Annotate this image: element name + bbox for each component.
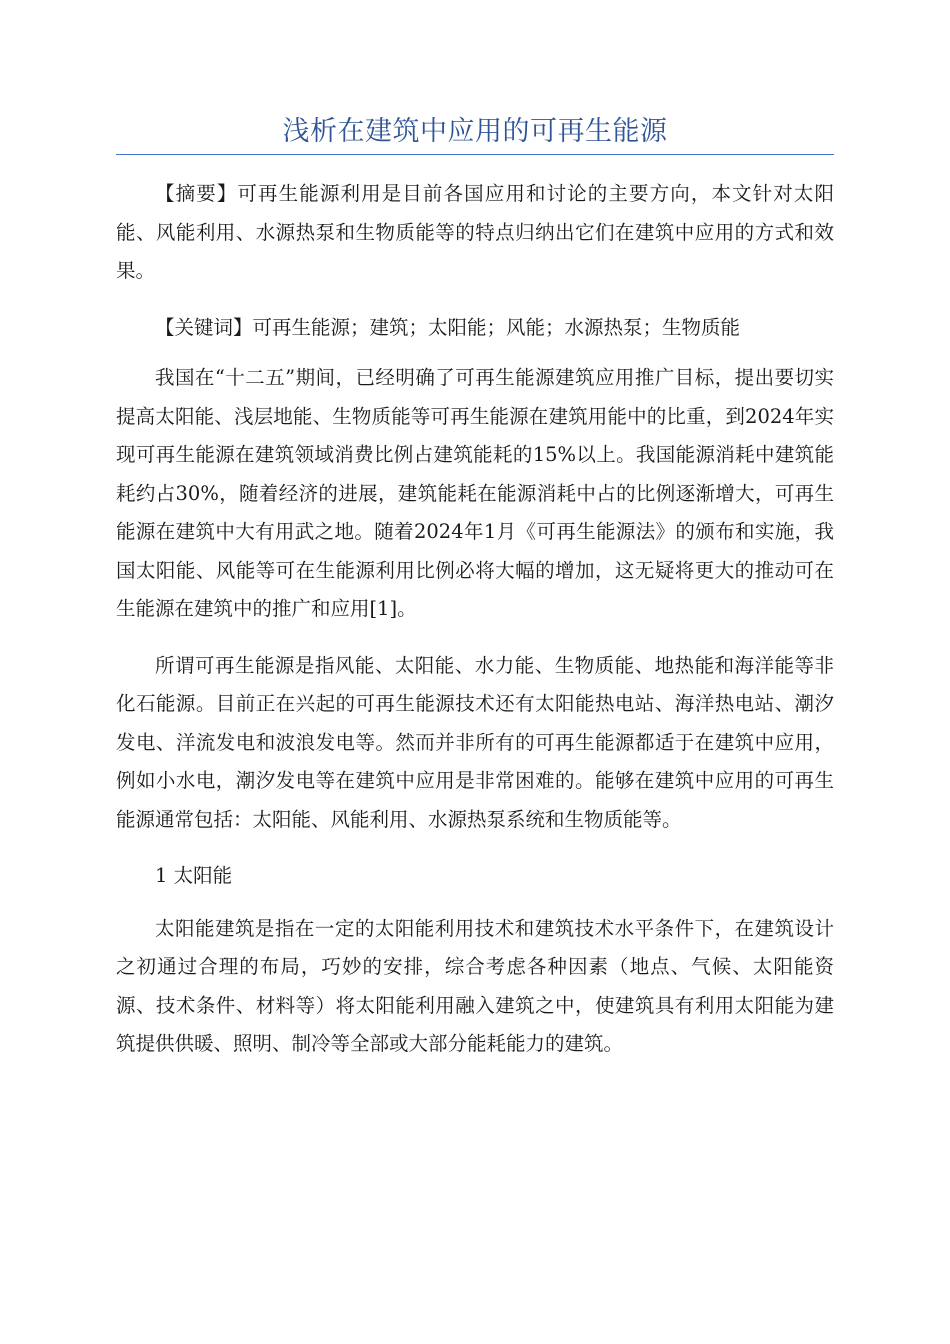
- document-page: [116, 112, 834, 1082]
- abstract-paragraph: 【摘要】可再生能源利用是目前各国应用和讨论的主要方向，本文针对太阳能、风能利用、水源热泵和生物质能等的特点归纳出它们在建筑中应用的方式和效果。: [116, 182, 834, 282]
- document-title: 浅析在建筑中应用的可再生能源: [116, 112, 834, 155]
- body-paragraph-2: 所谓可再生能源是指风能、太阳能、水力能、生物质能、地热能和海洋能等非化石能源。目前正在兴起的可再生能源技术还有太阳能热电站、海洋热电站、潮汐发电、洋流发电和波浪发电等。然而并非所有的可再生能源都适于在建筑中应用，例如小水电，潮汐发电等在建筑中应用是非常困难的。能够在建筑中应用的可再生能源通常包括：太阳能、风能利用、水源热泵系统和生物质能等。: [116, 653, 834, 831]
- section-heading-solar: 1 太阳能: [155, 864, 233, 887]
- body-paragraph-1: 我国在“十二五”期间，已经明确了可再生能源建筑应用推广目标，提出要切实提高太阳能、浅层地能、生物质能等可再生能源在建筑用能中的比重，到2024年实现可再生能源在建筑领域消费比例占建筑能耗的15%以上。我国能源消耗中建筑能耗约占30%，随着经济的进展，建筑能耗在能源消耗中占的比例逐渐增大，可再生能源在建筑中大有用武之地。随着2024年1月《可再生能源法》的颁布和实施，我国太阳能、风能等可在生能源利用比例必将大幅的增加，这无疑将更大的推动可在生能源在建筑中的推广和应用[1]。: [116, 366, 834, 620]
- keywords-paragraph: 【关键词】可再生能源；建筑；太阳能；风能；水源热泵；生物质能: [155, 315, 741, 339]
- body-paragraph-3: 太阳能建筑是指在一定的太阳能利用技术和建筑技术水平条件下，在建筑设计之初通过合理的布局，巧妙的安排，综合考虑各种因素（地点、气候、太阳能资源、技术条件、材料等）将太阳能利用融入建筑之中，使建筑具有利用太阳能为建筑提供供暖、照明、制冷等全部或大部分能耗能力的建筑。: [116, 916, 834, 1055]
- document-body: [116, 175, 834, 1064]
